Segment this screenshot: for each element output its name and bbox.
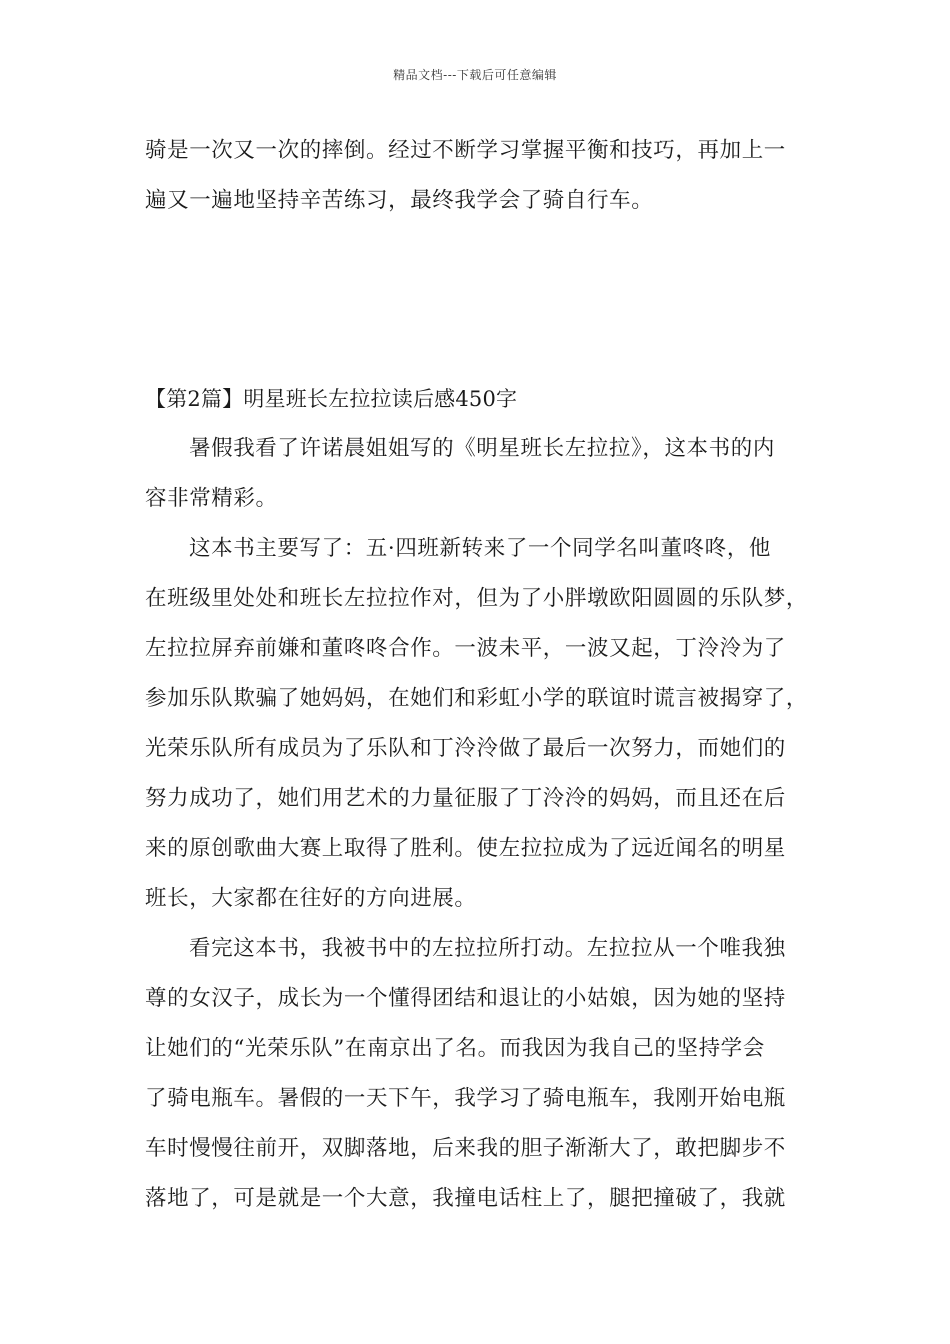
text-line: 落地了，可是就是一个大意，我撞电话柱上了，腿把撞破了，我就	[145, 1186, 786, 1211]
text-line: 参加乐队欺骗了她妈妈，在她们和彩虹小学的联谊时谎言被揭穿了，	[145, 686, 809, 711]
text-line: 左拉拉屏弃前嫌和董咚咚合作。一波未平，一波又起，丁泠泠为了	[145, 636, 786, 661]
text-line: 这本书主要写了：五·四班新转来了一个同学名叫董咚咚，他	[189, 536, 772, 561]
paragraph-1	[145, 424, 810, 524]
text-line: 了骑电瓶车。暑假的一天下午，我学习了骑电瓶车，我刚开始电瓶	[145, 1086, 786, 1111]
top-paragraph	[145, 126, 810, 226]
text-line: 尊的女汉子，成长为一个懂得团结和退让的小姑娘，因为她的坚持	[145, 986, 786, 1011]
text-line: 骑是一次又一次的摔倒。经过不断学习掌握平衡和技巧，再加上一	[145, 138, 786, 163]
paragraph-3	[145, 924, 810, 1224]
text-line: 容非常精彩。	[145, 486, 278, 511]
text-line: 车时慢慢往前开，双脚落地，后来我的胆子渐渐大了，敢把脚步不	[145, 1136, 786, 1161]
page-header: 精品文档---下载后可任意编辑	[393, 68, 557, 82]
text-line: 来的原创歌曲大赛上取得了胜利。使左拉拉成为了远近闻名的明星	[145, 836, 786, 861]
text-line: 在班级里处处和班长左拉拉作对，但为了小胖墩欧阳圆圆的乐队梦，	[145, 586, 809, 611]
paragraph-2	[145, 524, 810, 924]
text-line: 暑假我看了许诺晨姐姐写的《明星班长左拉拉》，这本书的内	[189, 436, 775, 461]
article-heading: 【第2篇】明星班长左拉拉读后感450字	[145, 387, 518, 411]
text-line: 努力成功了，她们用艺术的力量征服了丁泠泠的妈妈，而且还在后	[145, 786, 786, 811]
text-line: 班长，大家都在往好的方向进展。	[145, 886, 477, 911]
text-line: 看完这本书，我被书中的左拉拉所打动。左拉拉从一个唯我独	[189, 936, 786, 961]
text-line: 让她们的“光荣乐队”在南京出了名。而我因为我自己的坚持学会	[145, 1036, 765, 1061]
text-line: 光荣乐队所有成员为了乐队和丁泠泠做了最后一次努力，而她们的	[145, 736, 786, 761]
article	[145, 374, 810, 1224]
text-line: 遍又一遍地坚持辛苦练习，最终我学会了骑自行车。	[145, 188, 654, 213]
